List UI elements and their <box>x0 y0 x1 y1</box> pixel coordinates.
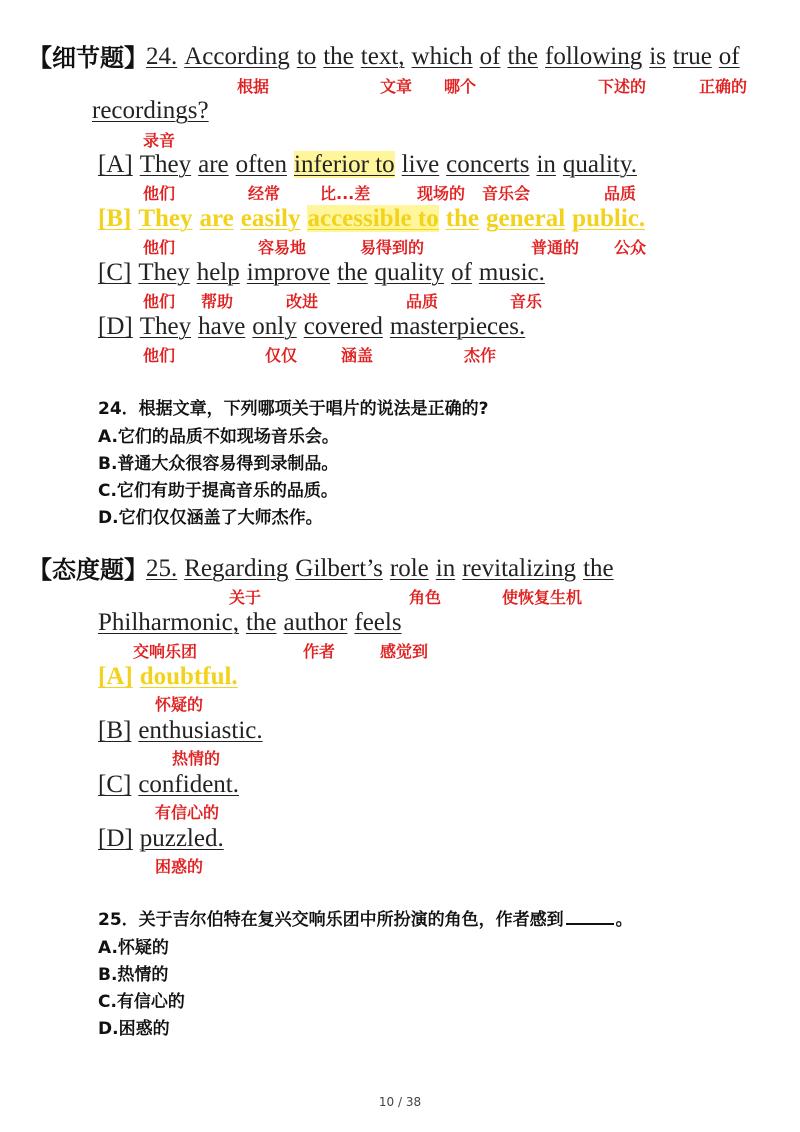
word: author <box>283 609 348 636</box>
answer-blank <box>566 923 614 925</box>
question-25-stem-line-1 <box>146 554 621 584</box>
gloss: 易得到的 <box>360 238 425 257</box>
q25-option-d <box>98 824 231 854</box>
q24-option-b-answer <box>98 204 652 234</box>
word: of <box>718 43 740 70</box>
gloss: 根据 <box>237 77 270 96</box>
q24-chinese-option: B.普通大众很容易得到录制品。 <box>98 454 339 474</box>
gloss: 杰作 <box>464 346 497 365</box>
gloss: 音乐 <box>510 292 543 311</box>
gloss: 作者 <box>303 642 336 661</box>
word: masterpieces. <box>389 313 526 340</box>
gloss: 仅仅 <box>265 346 298 365</box>
gloss: 经常 <box>248 184 281 203</box>
option-label: [D] <box>98 825 133 852</box>
word: the <box>245 609 277 636</box>
question-number: 25. <box>146 555 178 582</box>
gloss: 使恢复生机 <box>502 588 583 607</box>
word: true <box>672 43 712 70</box>
gloss: 品质 <box>604 184 637 203</box>
word: They <box>138 205 193 232</box>
word: covered <box>303 313 383 340</box>
gloss: 品质 <box>406 292 439 311</box>
word: the <box>583 555 614 582</box>
highlighted-phrase: accessible to <box>307 205 439 232</box>
word: following <box>545 43 643 70</box>
question-24-stem-line-2 <box>92 96 216 126</box>
page-number: 10 / 38 <box>378 1095 422 1109</box>
word: Philharmonic, <box>98 609 239 636</box>
word: general <box>486 205 566 232</box>
option-label: [B] <box>98 717 132 744</box>
q24-chinese-option: A.它们的品质不如现场音乐会。 <box>98 427 339 447</box>
word: puzzled. <box>139 825 224 852</box>
q25-option-b <box>98 716 270 746</box>
word: are <box>198 151 229 178</box>
q24-chinese-option: D.它们仅仅涵盖了大师杰作。 <box>98 508 323 528</box>
gloss: 音乐会 <box>482 184 531 203</box>
word: which <box>411 43 473 70</box>
question-24-type-tag: 【细节题】 <box>28 44 148 72</box>
word: doubtful. <box>139 663 238 690</box>
question-number: 24. <box>146 43 178 70</box>
question-24-stem-line-1 <box>146 42 747 72</box>
gloss: 有信心的 <box>155 803 220 822</box>
gloss: 角色 <box>409 588 442 607</box>
word: live <box>401 151 440 178</box>
word: music. <box>478 259 545 286</box>
word: of <box>479 43 501 70</box>
gloss: 关于 <box>229 588 262 607</box>
gloss: 感觉到 <box>380 642 429 661</box>
gloss: 热情的 <box>172 749 221 768</box>
gloss: 正确的 <box>699 77 748 96</box>
question-end: 。 <box>615 910 633 930</box>
word: They <box>139 151 192 178</box>
gloss: 文章 <box>380 77 413 96</box>
word: is <box>649 43 666 70</box>
gloss: 他们 <box>143 346 176 365</box>
gloss: 涵盖 <box>341 346 374 365</box>
q25-chinese-question <box>98 909 633 931</box>
word: only <box>252 313 297 340</box>
q25-chinese-option: D.困惑的 <box>98 1019 170 1039</box>
option-label: [D] <box>98 313 133 340</box>
word: are <box>199 205 234 232</box>
gloss: 比...差 <box>320 184 371 203</box>
q24-option-d <box>98 312 532 342</box>
word: the <box>337 259 368 286</box>
option-label: [A] <box>98 151 133 178</box>
word: According <box>184 43 290 70</box>
word: They <box>138 259 190 286</box>
q25-option-c <box>98 770 246 800</box>
word: easily <box>240 205 301 232</box>
word: revitalizing <box>462 555 577 582</box>
word: the <box>323 43 354 70</box>
gloss: 现场的 <box>417 184 466 203</box>
question-25-type-tag: 【态度题】 <box>28 556 148 584</box>
gloss: 他们 <box>143 184 176 203</box>
gloss: 录音 <box>143 131 176 150</box>
word: concerts <box>446 151 530 178</box>
option-label: [B] <box>98 205 132 232</box>
word: Gilbert’s <box>295 555 383 582</box>
q24-chinese-option: C.它们有助于提高音乐的品质。 <box>98 481 338 501</box>
gloss: 交响乐团 <box>133 642 198 661</box>
word: to <box>296 43 317 70</box>
gloss: 下述的 <box>598 77 647 96</box>
option-label: [C] <box>98 259 132 286</box>
word: help <box>196 259 240 286</box>
word: Regarding <box>184 555 289 582</box>
question-25-stem-line-2 <box>98 608 409 638</box>
word: recordings? <box>92 97 209 124</box>
option-label: [C] <box>98 771 132 798</box>
q25-chinese-option: B.热情的 <box>98 965 169 985</box>
word: text, <box>360 43 405 70</box>
gloss: 怀疑的 <box>155 695 204 714</box>
gloss: 他们 <box>143 292 176 311</box>
word: They <box>139 313 192 340</box>
word: have <box>198 313 246 340</box>
gloss: 改进 <box>286 292 319 311</box>
gloss: 哪个 <box>444 77 477 96</box>
q24-option-c <box>98 258 552 288</box>
word: in <box>536 151 556 178</box>
word: role <box>389 555 429 582</box>
q25-chinese-option: C.有信心的 <box>98 992 185 1012</box>
q24-chinese-question: 24．根据文章，下列哪项关于唱片的说法是正确的? <box>98 399 489 419</box>
word: of <box>451 259 472 286</box>
word: quality. <box>562 151 637 178</box>
word: enthusiastic. <box>138 717 263 744</box>
word: confident. <box>138 771 239 798</box>
word: feels <box>354 609 402 636</box>
q25-chinese-option: A.怀疑的 <box>98 938 169 958</box>
q24-option-a <box>98 150 644 180</box>
gloss: 困惑的 <box>155 857 204 876</box>
highlighted-phrase: inferior to <box>294 151 395 178</box>
word: the <box>445 205 480 232</box>
q25-option-a-answer <box>98 662 245 692</box>
gloss: 他们 <box>143 238 176 257</box>
gloss: 普通的 <box>531 238 580 257</box>
question-text: 25．关于吉尔伯特在复兴交响乐团中所扮演的角色，作者感到 <box>98 910 564 930</box>
word: improve <box>246 259 331 286</box>
word: public. <box>572 205 646 232</box>
gloss: 公众 <box>614 238 647 257</box>
word: the <box>507 43 539 70</box>
word: quality <box>374 259 445 286</box>
gloss: 帮助 <box>201 292 234 311</box>
gloss: 容易地 <box>258 238 307 257</box>
word: in <box>435 555 456 582</box>
option-label: [A] <box>98 663 133 690</box>
word: often <box>235 151 287 178</box>
